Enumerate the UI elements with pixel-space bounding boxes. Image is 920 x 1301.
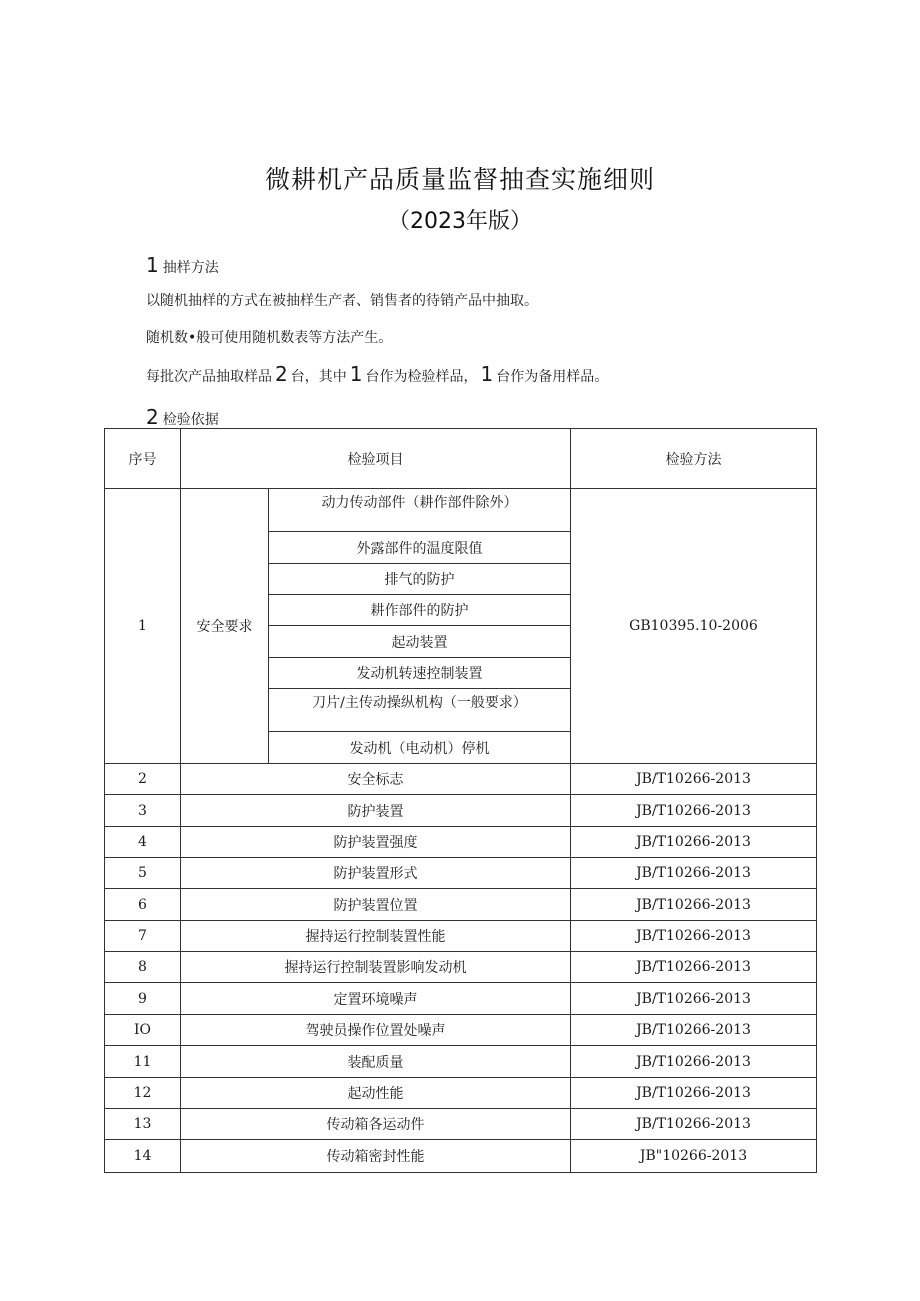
sampling-line-3-d: 台作为备用样品。	[496, 369, 609, 385]
row-no: 5	[105, 858, 181, 889]
row-item: 传动箱密封性能	[181, 1140, 571, 1173]
group-1-category: 安全要求	[181, 489, 269, 764]
row-method: JB/T10266-2013	[571, 983, 817, 1015]
row-item: 防护装置	[181, 795, 571, 827]
header-method: 检验方法	[571, 429, 817, 489]
row-no: 12	[105, 1078, 181, 1109]
section-2-heading	[146, 405, 219, 429]
table-row	[105, 827, 817, 858]
row-item: 防护装置形式	[181, 858, 571, 889]
section-1-heading	[146, 253, 219, 277]
section-1-title: 抽样方法	[162, 260, 219, 276]
section-2-title: 检验依据	[162, 412, 219, 428]
row-method: JB/T10266-2013	[571, 858, 817, 889]
sampling-line-3-a: 每批次产品抽取样品	[146, 369, 272, 385]
row-no: 6	[105, 889, 181, 921]
document-title: 微耕机产品质量监督抽查实施细则	[264, 165, 655, 194]
row-item: 防护装置位置	[181, 889, 571, 921]
subitem: 耕作部件的防护	[269, 595, 571, 626]
table-row	[105, 1078, 817, 1109]
sampling-line-3	[146, 362, 608, 386]
row-no: IO	[105, 1015, 181, 1046]
row-method: JB"10266-2013	[571, 1140, 817, 1173]
subitem: 动力传动部件（耕作部件除外）	[269, 489, 571, 532]
sampling-line-3-b: 台，其中	[290, 369, 347, 385]
row-no: 9	[105, 983, 181, 1015]
table-row	[105, 1015, 817, 1046]
table-row	[105, 1140, 817, 1173]
subitem: 排气的防护	[269, 564, 571, 595]
section-2-number: 2	[146, 405, 159, 429]
subitem: 发动机（电动机）停机	[269, 732, 571, 764]
row-method: JB/T10266-2013	[571, 1078, 817, 1109]
table-row	[105, 921, 817, 952]
row-no: 11	[105, 1046, 181, 1078]
row-no: 2	[105, 764, 181, 795]
subitem: 发动机转速控制装置	[269, 658, 571, 689]
row-item: 传动箱各运动件	[181, 1109, 571, 1140]
row-method: JB/T10266-2013	[571, 827, 817, 858]
table-row	[105, 795, 817, 827]
table-row	[105, 1046, 817, 1078]
row-method: JB/T10266-2013	[571, 889, 817, 921]
subitem: 外露部件的温度限值	[269, 532, 571, 564]
row-no: 8	[105, 952, 181, 983]
inspection-table	[104, 428, 817, 1173]
table-row	[105, 889, 817, 921]
row-no: 7	[105, 921, 181, 952]
group-1-method: GB10395.10-2006	[571, 489, 817, 764]
row-method: JB/T10266-2013	[571, 1046, 817, 1078]
table-row	[105, 1109, 817, 1140]
sampling-line-1: 以随机抽样的方式在被抽样生产者、销售者的待销产品中抽取。	[146, 293, 538, 309]
row-item: 起动性能	[181, 1078, 571, 1109]
sampling-line-3-c: 台作为检验样品，	[365, 369, 478, 385]
table-row	[105, 858, 817, 889]
row-method: JB/T10266-2013	[571, 1015, 817, 1046]
table-row	[105, 983, 817, 1015]
row-no: 13	[105, 1109, 181, 1140]
row-item: 定置环境噪声	[181, 983, 571, 1015]
sample-count: 2	[275, 362, 288, 386]
row-no: 3	[105, 795, 181, 827]
table-header-row	[105, 429, 817, 489]
row-item: 握持运行控制装置影响发动机	[181, 952, 571, 983]
subitem: 刀片/主传动操纵机构（一般要求）	[269, 689, 571, 732]
row-no: 4	[105, 827, 181, 858]
subitem: 起动装置	[269, 626, 571, 658]
row-item: 防护装置强度	[181, 827, 571, 858]
document-subtitle: （2023年版）	[388, 209, 532, 234]
row-no: 14	[105, 1140, 181, 1173]
table-row	[105, 952, 817, 983]
header-item: 检验项目	[181, 429, 571, 489]
table-row	[105, 489, 817, 532]
row-method: JB/T10266-2013	[571, 764, 817, 795]
row-item: 握持运行控制装置性能	[181, 921, 571, 952]
row-method: JB/T10266-2013	[571, 952, 817, 983]
backup-sample-count: 1	[480, 362, 494, 386]
row-item: 安全标志	[181, 764, 571, 795]
header-no: 序号	[105, 429, 181, 489]
sampling-line-2: 随机数•般可使用随机数表等方法产生。	[146, 330, 393, 346]
row-method: JB/T10266-2013	[571, 1109, 817, 1140]
row-method: JB/T10266-2013	[571, 795, 817, 827]
test-sample-count: 1	[349, 362, 363, 386]
row-item: 驾驶员操作位置处噪声	[181, 1015, 571, 1046]
group-1-no: 1	[105, 489, 181, 764]
row-method: JB/T10266-2013	[571, 921, 817, 952]
row-item: 装配质量	[181, 1046, 571, 1078]
table-row	[105, 764, 817, 795]
section-1-number: 1	[146, 253, 159, 277]
